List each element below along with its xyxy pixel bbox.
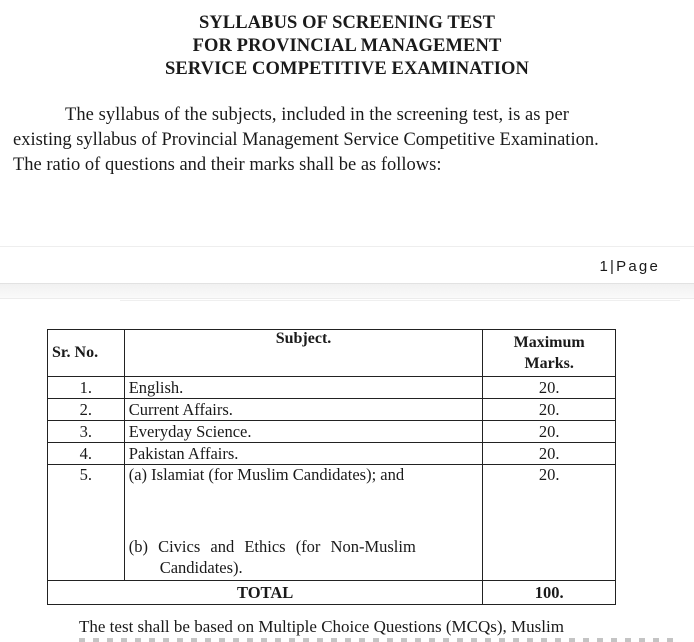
cut-off-text-line — [79, 638, 679, 642]
row-subject-option-b — [129, 485, 479, 580]
title-line-1: SYLLABUS OF SCREENING TEST — [198, 13, 496, 33]
header-marks-line-2: Marks. — [524, 355, 574, 372]
row-sr: 2. — [48, 399, 125, 421]
intro-line-1: The syllabus of the subjects, included in the screening test, is as per — [65, 105, 569, 125]
row-sr: 5. — [48, 465, 125, 581]
faint-line — [120, 300, 680, 301]
table-row — [48, 465, 616, 581]
faint-line — [0, 246, 694, 247]
page-break — [0, 283, 694, 299]
title-line-3: SERVICE COMPETITIVE EXAMINATION — [165, 59, 529, 79]
table-row — [48, 399, 616, 421]
page-footer — [600, 258, 661, 275]
total-value: 100. — [483, 581, 616, 605]
table-row — [48, 377, 616, 399]
row-sr: 3. — [48, 421, 125, 443]
page-separator: | — [610, 258, 617, 275]
document-title — [0, 12, 694, 81]
row-subject — [124, 465, 483, 581]
intro-line-2: existing syllabus of Provincial Management Service Competitive Examination. — [13, 130, 599, 150]
row-subject: Pakistan Affairs. — [124, 443, 483, 465]
header-marks-line-1: Maximum — [513, 334, 585, 351]
table-total-row — [48, 581, 616, 605]
intro-line-3: The ratio of questions and their marks shall be as follows: — [13, 155, 442, 175]
option-b-line-1: (b) Civics and Ethics (for Non-Muslim — [128, 537, 416, 556]
header-max-marks — [483, 330, 616, 377]
row-marks: 20. — [483, 421, 616, 443]
page-word: Page — [616, 258, 660, 275]
table-header-row — [48, 330, 616, 377]
table-row — [48, 421, 616, 443]
header-subject: Subject. — [124, 330, 483, 377]
row-subject: Current Affairs. — [124, 399, 483, 421]
header-sr-no: Sr. No. — [48, 330, 125, 377]
total-label: TOTAL — [48, 581, 483, 605]
row-subject-option-a: (a) Islamiat (for Muslim Candidates); and — [128, 465, 405, 484]
row-sr: 4. — [48, 443, 125, 465]
row-subject: English. — [124, 377, 483, 399]
bottom-paragraph: The test shall be based on Multiple Choice Questions (MCQs), Muslim — [79, 617, 564, 636]
syllabus-table — [47, 329, 616, 605]
row-marks: 20. — [483, 377, 616, 399]
intro-paragraph — [13, 103, 673, 178]
table-row — [48, 443, 616, 465]
row-marks: 20. — [483, 465, 616, 581]
row-marks: 20. — [483, 443, 616, 465]
row-sr: 1. — [48, 377, 125, 399]
row-subject: Everyday Science. — [124, 421, 483, 443]
page-number: 1 — [599, 258, 611, 275]
title-line-2: FOR PROVINCIAL MANAGEMENT — [192, 36, 502, 56]
option-b-line-2: Candidates). — [159, 558, 243, 577]
row-marks: 20. — [483, 399, 616, 421]
